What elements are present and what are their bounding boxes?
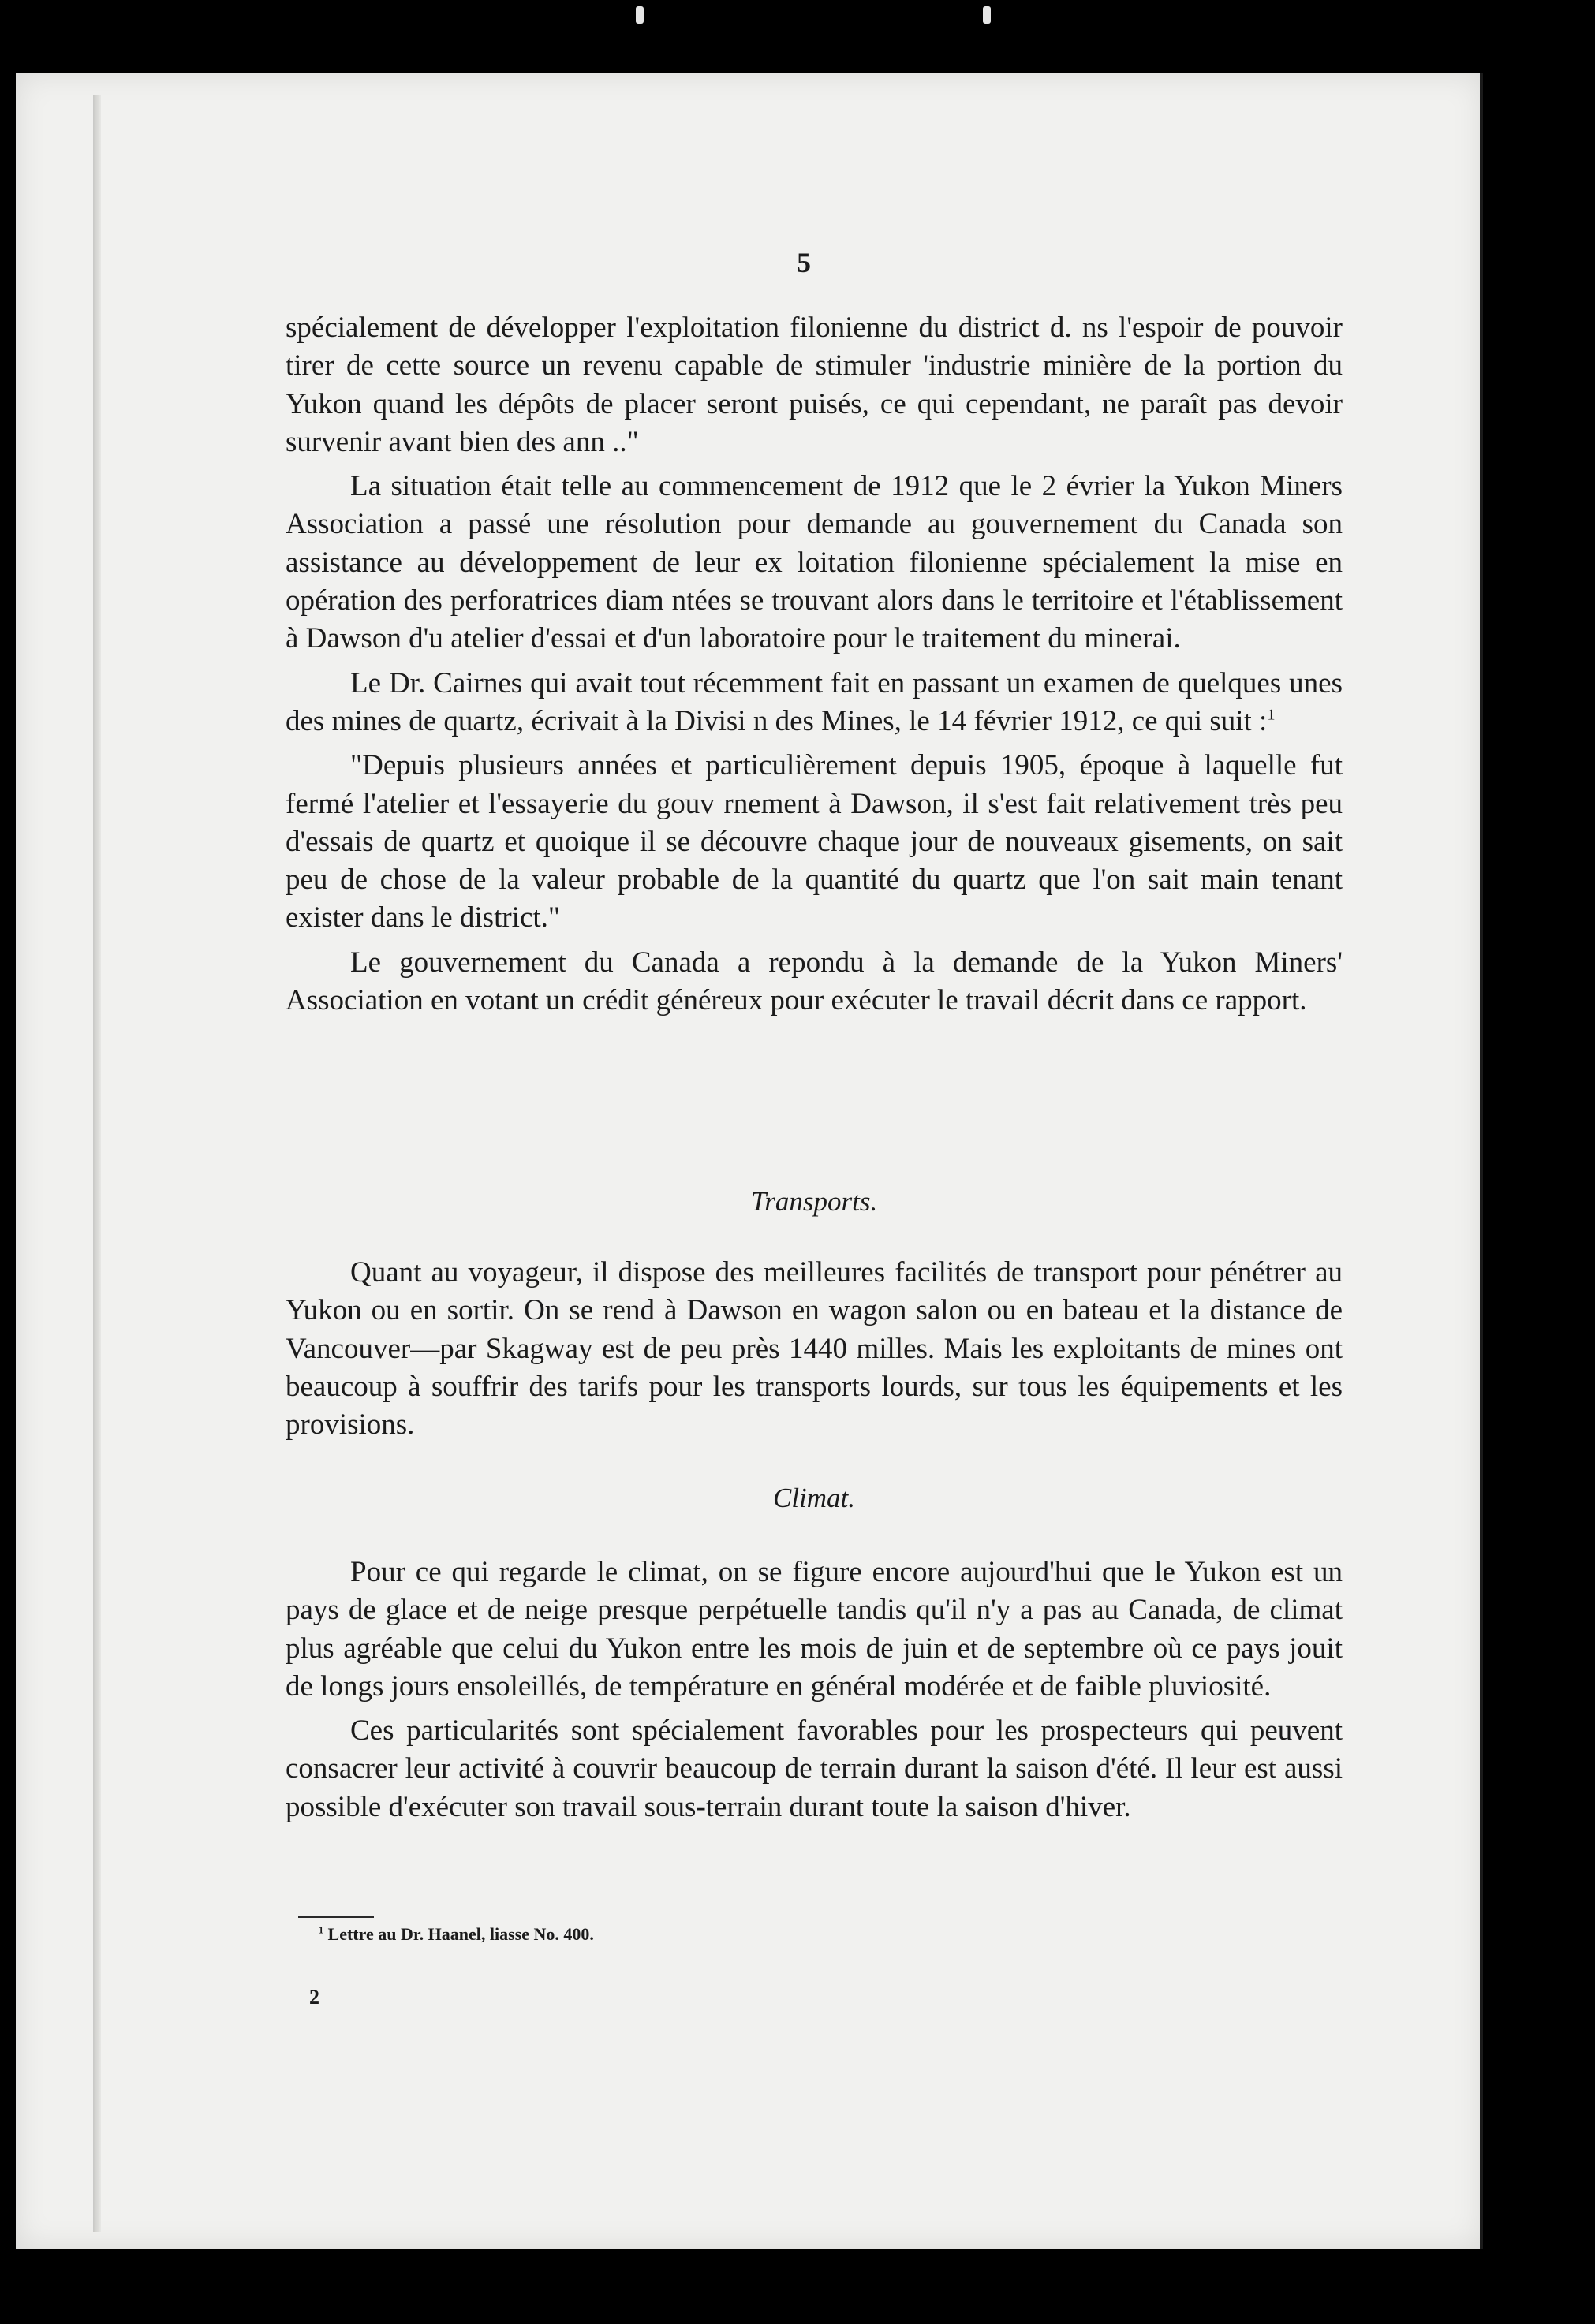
paragraph-transports: Quant au voyageur, il dispose des meilleures facilités de transport pour pénétrer au Yukon ou en sortir. On se rend à Dawson en wagon salon ou en bateau et la distance de Vancouver—par Skagway est de peu près 1440 milles. Mais les exploitants de mines ont beaucoup à souffrir des tarifs pour les transports lourds, sur tous les équipements et les provisions. — [286, 1256, 1343, 1442]
signature-mark: 2 — [309, 1986, 319, 2009]
quotation-paragraph: "Depuis plusieurs années et particulièrement depuis 1905, époque à laquelle fut fermé l'atelier et l'essayerie du gouv rnement à Dawson, il s'est fait relativement très peu d'essais de quartz et quoique il se découvre chaque jour de nouveaux gisements, on sait peu de chose de la valeur probable de la quantité du quartz que l'on sait main tenant exister dans le district." — [286, 749, 1343, 934]
page-binding-edge — [93, 95, 101, 2232]
paragraph-dr-cairnes-text: Le Dr. Cairnes qui avait tout récemment fait en passant un examen de quelques unes des mines de quartz, écrivait à la Divisi n des Mines, le 14 février 1912, ce qui suit : — [286, 666, 1343, 737]
footnote-reference: 1 — [1267, 706, 1276, 724]
section-transports — [286, 1254, 1343, 1444]
section-heading-transports: Transports. — [750, 1186, 878, 1217]
paragraph-situation-1912: La situation était telle au commencement de 1912 que le 2 évrier la Yukon Miners Association a passé une résolution pour demande au gouvernement du Canada son assistance au développement de leur ex loitation filonienne spécialement la mise en opération des perforatrices diam ntées se trouvant alors dans le territoire et l'établissement à Dawson d'u atelier d'essai et d'un laboratoire pour le traitement du minerai. — [286, 470, 1343, 655]
footnote — [319, 1924, 594, 1945]
footnote-text: Lettre au Dr. Haanel, liasse No. 400. — [327, 1924, 594, 1944]
section-climat — [286, 1554, 1343, 1826]
paragraph-climat-1: Pour ce qui regarde le climat, on se figure encore aujourd'hui que le Yukon est un pays de glace et de neige presque perpétuelle tandis qu'il n'y a pas au Canada, de climat plus agréable que celui du Yukon entre les mois de juin et de septembre où ce pays jouit de longs jours ensoleillés, de température en général modérée et de faible pluviosité. — [286, 1556, 1343, 1703]
film-mark — [983, 6, 991, 24]
paragraph-climat-2: Ces particularités sont spécialement favorables pour les prospecteurs qui peuvent consacrer leur activité à couvrir beaucoup de terrain durant la saison d'été. Il leur est aussi possible d'exécuter son travail sous-terrain durant toute la saison d'hiver. — [286, 1714, 1343, 1823]
page-right-edge — [1480, 73, 1483, 2249]
film-mark — [636, 6, 644, 24]
page-number: 5 — [797, 247, 811, 278]
paragraph-dr-cairnes — [286, 665, 1343, 741]
footnote-marker: 1 — [319, 1924, 324, 1936]
section-heading-climat: Climat. — [772, 1483, 856, 1513]
main-text — [286, 309, 1343, 1020]
paragraph-continuation: spécialement de développer l'exploitation filonienne du district d. ns l'espoir de pouvoir tirer de cette source un revenu capable de stimuler 'industrie minière de la portion du Yukon quand les dépôts de placer seront puisés, ce qui cependant, ne paraît pas devoir survenir avant bien des ann .." — [286, 311, 1343, 458]
paragraph-gouvernement-response: Le gouvernement du Canada a repondu à la demande de la Yukon Miners' Association en votant un crédit généreux pour exécuter le travail décrit dans ce rapport. — [286, 946, 1343, 1017]
footnote-divider — [298, 1916, 374, 1918]
